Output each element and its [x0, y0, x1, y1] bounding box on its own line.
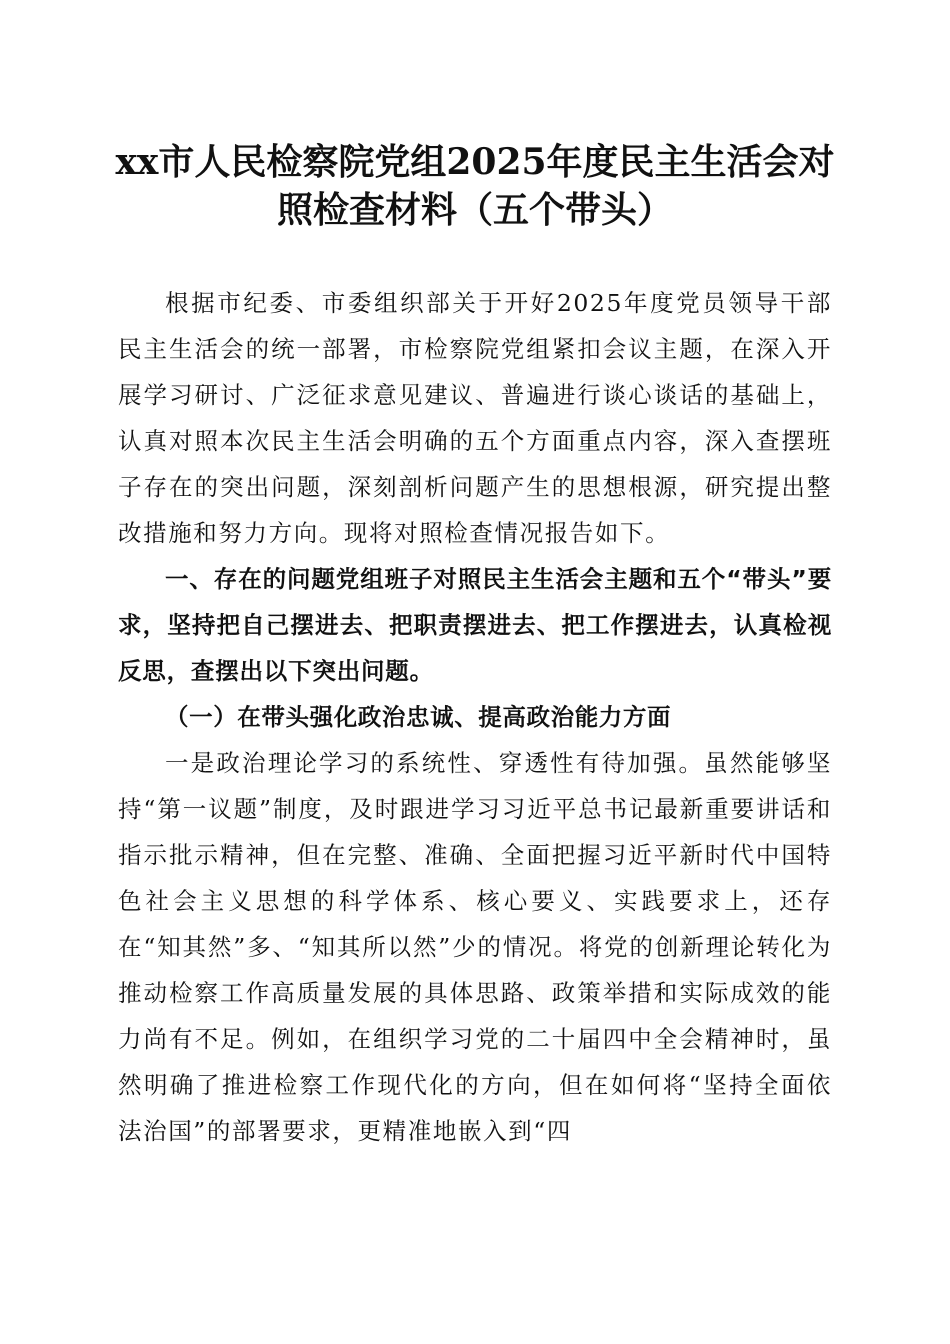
body-paragraph-theory-study: 一是政治理论学习的系统性、穿透性有待加强。虽然能够坚持“第一议题”制度，及时跟进学习习近平总书记最新重要讲话和指示批示精神，但在完整、准确、全面把握习近平新时代中国特色社会主义思想的科学体系、核心要义、实践要求上，还存在“知其然”多、“知其所以然”少的情况。将党的创新理论转化为推动检察工作高质量发展的具体思路、政策举措和实际成效的能力尚有不足。例如，在组织学习党的二十届四中全会精神时，虽然明确了推进检察工作现代化的方向，但在如何将“坚持全面依法治国”的部署要求，更精准地嵌入到“四 — [118, 749, 832, 1145]
subsection-heading-political-loyalty: （一）在带头强化政治忠诚、提高政治能力方面 — [165, 703, 672, 731]
section-heading-problems: 一、存在的问题党组班子对照民主生活会主题和五个“带头”要求，坚持把自己摆进去、把职责摆进去、把工作摆进去，认真检视反思，查摆出以下突出问题。 — [118, 565, 832, 685]
document-title: xx市人民检察院党组2025年度民主生活会对照检查材料（五个带头） — [115, 141, 835, 231]
intro-paragraph: 根据市纪委、市委组织部关于开好2025年度党员领导干部民主生活会的统一部署，市检察院党组紧扣会议主题，在深入开展学习研讨、广泛征求意见建议、普遍进行谈心谈话的基础上，认真对照本次民主生活会明确的五个方面重点内容，深入查摆班子存在的突出问题，深刻剖析问题产生的思想根源，研究提出整改措施和努力方向。现将对照检查情况报告如下。 — [118, 289, 832, 547]
document-body — [118, 280, 832, 1154]
